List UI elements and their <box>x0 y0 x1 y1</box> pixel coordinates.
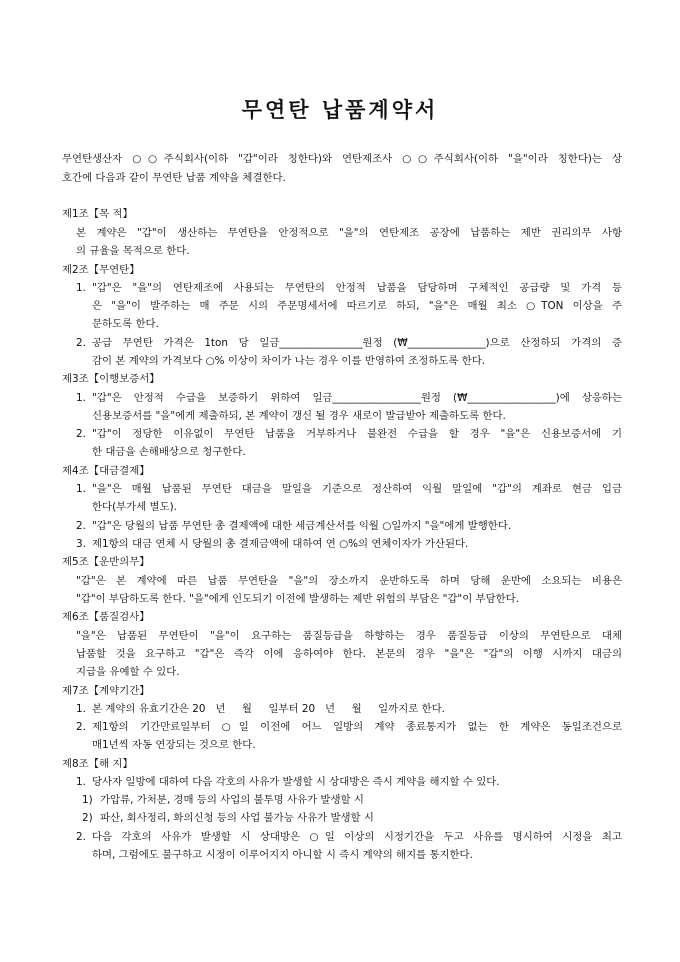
article-8-subitem-1-text: 가압류, 가처분, 경매 등의 사업의 불투명 사유가 발생할 시 <box>100 794 364 806</box>
article-8-item-1-line-1: 당사자 일방에 대하여 다음 각호의 사유가 발생할 시 상대방은 즉시 계약을 해지할 수 있다. <box>92 776 500 788</box>
article-2-item-2-number: 2. <box>76 337 86 349</box>
article-4-item-1-line-2: 한다(부가세 별도). <box>92 501 177 513</box>
article-7-item-2-line-2: 매1년씩 자동 연장되는 것으로 한다. <box>92 739 256 751</box>
article-1-heading: 제1조【목 적】 <box>62 208 133 220</box>
article-7-item-2-line-1: 제1항의 기간만료일부터 ○일 이전에 어느 일방의 계약 종료통지가 없는 한 계약은 동일조건으로 <box>92 721 622 733</box>
article-2-item-1-line-1: "갑"은 "을"의 연탄제조에 사용되는 무연탄의 안정적 납품을 담당하며 구체적인 공급량 및 가격 등 <box>92 282 622 294</box>
article-8-item-1-number: 1. <box>76 776 86 788</box>
article-4-item-1-line-1: "을"은 매월 납품된 무연탄 대금을 말일을 기준으로 정산하여 익월 말일에 "갑"의 계좌로 현금 입금 <box>92 483 622 495</box>
article-8-item-2-line-1: 다음 각호의 사유가 발생할 시 상대방은 ○일 이상의 시정기간을 두고 사유를 명시하여 시정을 최고 <box>92 831 622 843</box>
article-7-heading: 제7조【계약기간】 <box>62 685 150 697</box>
article-8-heading: 제8조【해 지】 <box>62 758 133 770</box>
article-2-item-1-number: 1. <box>76 282 86 294</box>
article-7-item-1-line-1: 본 계약의 유효기간은 20 년 월 일부터 20 년 월 일까지로 한다. <box>92 703 445 715</box>
article-6-heading: 제6조【품질검사】 <box>62 611 150 623</box>
article-6-line-3: 지급을 유예할 수 있다. <box>76 666 180 678</box>
article-2-item-2-line-1: 공급 무연탄 가격은 1ton 당 일금________________원정 (₩_______________)으로 산정하되 가격의 증 <box>92 337 622 349</box>
article-3-item-2-number: 2. <box>76 428 86 440</box>
article-3-heading: 제3조【이행보증서】 <box>62 373 160 385</box>
article-2-item-2-line-2: 감이 본 계약의 가격보다 ○% 이상이 차이가 나는 경우 이를 반영하여 조정하도록 한다. <box>92 355 486 367</box>
article-8-subitem-2-number: 2) <box>82 812 93 824</box>
article-3-item-2-line-1: "갑"이 정당한 이유없이 무연탄 납품을 거부하거나 불완전 수급을 할 경우 "을"은 신용보증서에 기 <box>92 428 622 440</box>
article-4-item-2-line-1: "갑"은 당월의 납품 무연탄 총 결제액에 대한 세금계산서를 익월 ○일까지 "을"에게 발행한다. <box>92 520 512 532</box>
article-7-item-2-number: 2. <box>76 721 86 733</box>
article-5-line-2: "갑"이 부담하도록 한다. "을"에게 인도되기 이전에 발생하는 제반 위험의 부담은 "갑"이 부담한다. <box>76 593 519 605</box>
article-2-item-1-line-2: 은 "을"이 발주하는 매 주문 시의 주문명세서에 따르기로 하되, "을"은 매월 최소 ○TON 이상을 주 <box>92 300 622 312</box>
article-8-item-2-line-2: 하며, 그럼에도 불구하고 시정이 이루어지지 아니할 시 즉시 계약의 해지를 통지한다. <box>92 849 473 861</box>
article-4-item-3-number: 3. <box>76 538 86 550</box>
article-8-item-2-number: 2. <box>76 831 86 843</box>
article-3-item-1-line-1: "갑"은 안정적 수급을 보증하기 위하여 일금_________________원정 (₩_________________)에 상응하는 <box>92 392 622 404</box>
article-2-heading: 제2조【무연탄】 <box>62 264 140 276</box>
article-6-line-2: 납품할 것을 요구하고 "갑"은 즉각 이에 응하여야 한다. 본문의 경우 "을"은 "갑"의 이행 시까지 대금의 <box>76 648 622 660</box>
article-4-item-1-number: 1. <box>76 483 86 495</box>
article-1-line-1: 본 계약은 "갑"이 생산하는 무연탄을 안정적으로 "을"의 연탄제조 공장에 납품하는 제반 권리의무 사항 <box>76 227 622 239</box>
intro-line-2: 호간에 다음과 같이 무연탄 납품 계약을 체결한다. <box>62 172 286 184</box>
article-4-item-3-line-1: 제1항의 대금 연체 시 당월의 총 결제금액에 대하여 연 ○%의 연체이자가 가산된다. <box>92 538 469 550</box>
article-4-heading: 제4조【대금결제】 <box>62 465 150 477</box>
article-6-line-1: "을"은 납품된 무연탄이 "을"이 요구하는 품질등급을 하향하는 경우 품질등급 이상의 무연탄으로 대체 <box>76 630 622 642</box>
article-4-item-2-number: 2. <box>76 520 86 532</box>
article-8-subitem-1-number: 1) <box>82 794 93 806</box>
article-5-line-1: "갑"은 본 계약에 따른 납품 무연탄을 "을"의 장소까지 운반하도록 하며 당해 운반에 소요되는 비용은 <box>76 575 622 587</box>
article-2-item-1-line-3: 문하도록 한다. <box>92 318 159 330</box>
article-7-item-1-number: 1. <box>76 703 86 715</box>
article-3-item-1-line-2: 신용보증서를 "을"에게 제출하되, 본 계약이 갱신 될 경우 새로이 발급받아 제출하도록 한다. <box>92 410 506 422</box>
intro-line-1: 무연탄생산자 ○○주식회사(이하 "갑"이라 칭한다)와 연탄제조사 ○○주식회사(이하 "을"이라 칭한다)는 상 <box>62 153 622 165</box>
article-5-heading: 제5조【운반의무】 <box>62 556 150 568</box>
article-8-subitem-2-text: 파산, 회사정리, 화의신청 등의 사업 불가능 사유가 발생할 시 <box>100 812 374 824</box>
article-3-item-2-line-2: 한 대금을 손해배상으로 청구한다. <box>92 446 246 458</box>
article-1-line-2: 의 규율을 목적으로 한다. <box>76 245 190 257</box>
article-3-item-1-number: 1. <box>76 392 86 404</box>
document-title: 무연탄 납품계약서 <box>241 98 439 122</box>
